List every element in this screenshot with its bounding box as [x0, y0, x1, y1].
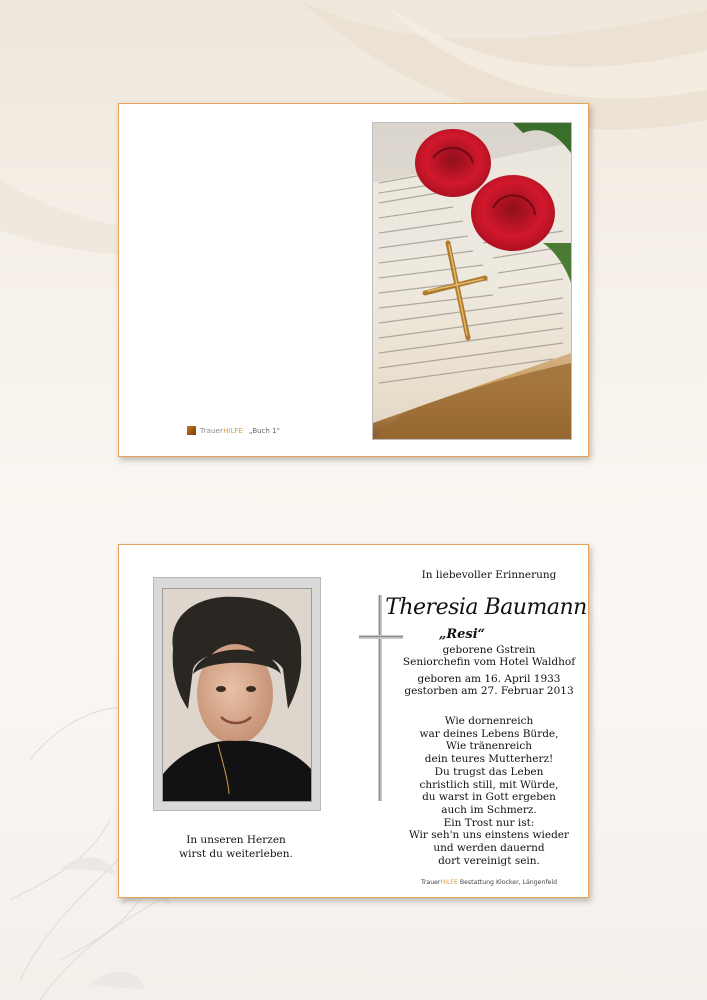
portrait-photo [162, 588, 312, 802]
occupation: Seniorchefin vom Hotel Waldhof [402, 656, 576, 668]
poem-line: und werden dauernd [433, 842, 545, 855]
brand-name: Trauer [200, 426, 224, 435]
life-dates [399, 673, 579, 697]
portrait-frame [153, 577, 321, 811]
card-front-cover [118, 103, 589, 457]
intro-text: In liebevoller Erinnerung [421, 569, 557, 581]
left-caption-line: In unseren Herzen [186, 834, 286, 846]
brand-model: „Buch 1“ [248, 426, 281, 435]
cross-icon [357, 593, 403, 803]
poem-line: war deines Lebens Bürde, [419, 727, 559, 740]
poem-line: Ein Trost nur ist: [443, 816, 535, 829]
poem-line: Du trugst das Leben [434, 765, 544, 778]
birth-date: geboren am 16. April 1933 [417, 673, 561, 685]
left-caption-line: wirst du weiterleben. [179, 848, 293, 860]
poem-line: du warst in Gott ergeben [422, 791, 556, 804]
funeral-home: Bestattung Klocker, Längenfeld [459, 879, 558, 886]
bible-roses-cross-photo [372, 122, 572, 440]
brand-logo-icon [187, 426, 196, 435]
brand-name: Trauer [421, 879, 441, 886]
card-inside [118, 544, 589, 898]
poem-line: dort vereinigt sein. [438, 854, 540, 867]
brand-name-accent: HILFE [440, 879, 458, 886]
poem-line: Wir seh'n uns einstens wieder [408, 829, 570, 842]
poem [399, 715, 579, 867]
brand-footer [421, 879, 557, 886]
birth-info [399, 644, 579, 668]
poem-line: Wie dornenreich [444, 715, 534, 727]
brand-name-accent: HILFE [223, 426, 243, 435]
left-caption [153, 833, 319, 861]
deceased-name: Theresia Baumann [385, 595, 587, 620]
nickname: „Resi“ [438, 627, 486, 642]
poem-line: christlich still, mit Würde, [419, 778, 559, 791]
poem-line: auch im Schmerz. [441, 803, 537, 816]
brand-logo-top [187, 426, 280, 435]
poem-line: Wie tränenreich [446, 740, 532, 753]
death-date: gestorben am 27. Februar 2013 [404, 685, 574, 697]
poem-line: dein teures Mutterherz! [424, 753, 554, 766]
birth-name: geborene Gstrein [442, 644, 536, 656]
